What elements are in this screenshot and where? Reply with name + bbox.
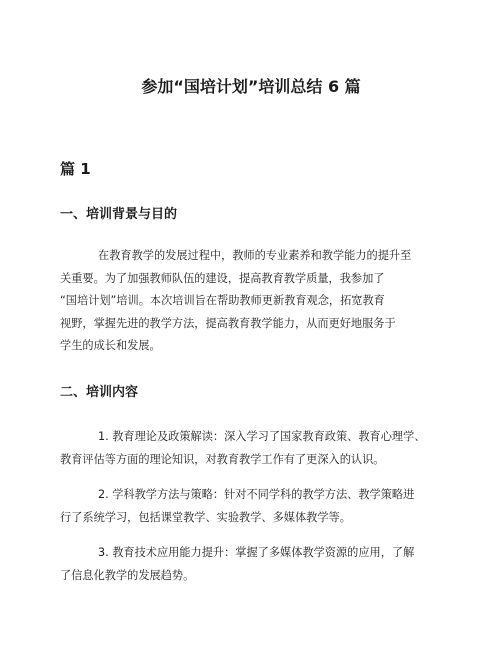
chapter-heading: 篇 1 xyxy=(60,160,91,178)
paragraph-line: 行了系统学习，包括课堂教学、实验教学、多媒体教学等。 xyxy=(60,510,351,524)
section-heading-content: 二、培训内容 xyxy=(60,385,139,400)
paragraph-line: 教育评估等方面的理论知识，对教育教学工作有了更深入的认识。 xyxy=(60,452,385,466)
paragraph-line: 关重要。为了加强教师队伍的建设，提高教育教学质量，我参加了 xyxy=(60,271,385,285)
paragraph-line: 学生的成长和发展。 xyxy=(60,339,161,352)
paragraph-line: 了信息化教学的发展趋势。 xyxy=(60,568,195,582)
content-item-1 xyxy=(60,426,450,471)
paragraph-line: 1. 教育理论及政策解读：深入学习了国家教育政策、教育心理学、 xyxy=(98,430,426,443)
document-title: 参加“国培计划”培训总结 6 篇 xyxy=(141,77,361,96)
paragraph-line: 在教育教学的发展过程中，教师的专业素养和教学能力的提升至 xyxy=(98,249,412,262)
paragraph-line: 3. 教育技术应用能力提升：掌握了多媒体教学资源的应用，了解 xyxy=(98,546,415,559)
section-heading-background: 一、培训背景与目的 xyxy=(60,207,178,222)
paragraph-background xyxy=(60,245,450,358)
content-item-3 xyxy=(60,542,450,587)
paragraph-line: 视野，掌握先进的教学方法，提高教育教学能力，从而更好地服务于 xyxy=(60,316,396,330)
content-item-2 xyxy=(60,484,450,529)
paragraph-line: 2. 学科教学方法与策略：针对不同学科的教学方法、教学策略进 xyxy=(98,488,415,501)
paragraph-line: “国培计划”培训。本次培训旨在帮助教师更新教育观念，拓宽教育 xyxy=(60,294,385,307)
